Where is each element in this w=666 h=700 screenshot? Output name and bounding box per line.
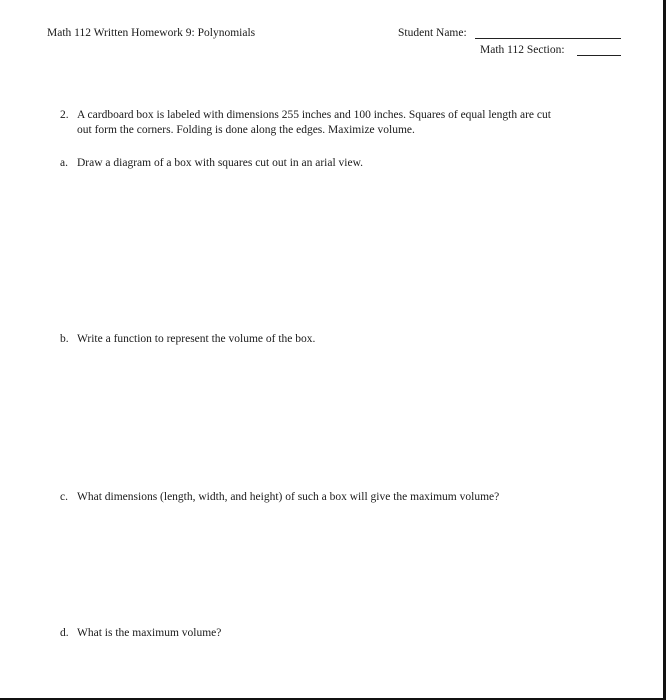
part-b-text: Write a function to represent the volume of the box. — [77, 333, 316, 345]
section-label: Math 112 Section: — [480, 44, 565, 56]
student-name-label: Student Name: — [398, 27, 467, 39]
part-b-letter: b. — [60, 333, 69, 345]
part-c-text: What dimensions (length, width, and height) of such a box will give the maximum volume? — [77, 491, 500, 503]
part-a-text: Draw a diagram of a box with squares cut out in an arial view. — [77, 157, 364, 169]
section-blank — [577, 55, 621, 56]
part-a-letter: a. — [60, 157, 68, 169]
question-text-line-2: out form the corners. Folding is done along the edges. Maximize volume. — [77, 124, 415, 136]
student-name-blank — [475, 38, 621, 39]
part-d-text: What is the maximum volume? — [77, 627, 222, 639]
question-number: 2. — [60, 109, 69, 121]
question-text-line-1: A cardboard box is labeled with dimensions 255 inches and 100 inches. Squares of equal length are cut — [77, 109, 551, 121]
part-d-letter: d. — [60, 627, 69, 639]
worksheet-title: Math 112 Written Homework 9: Polynomials — [47, 27, 256, 39]
part-c-letter: c. — [60, 491, 68, 503]
